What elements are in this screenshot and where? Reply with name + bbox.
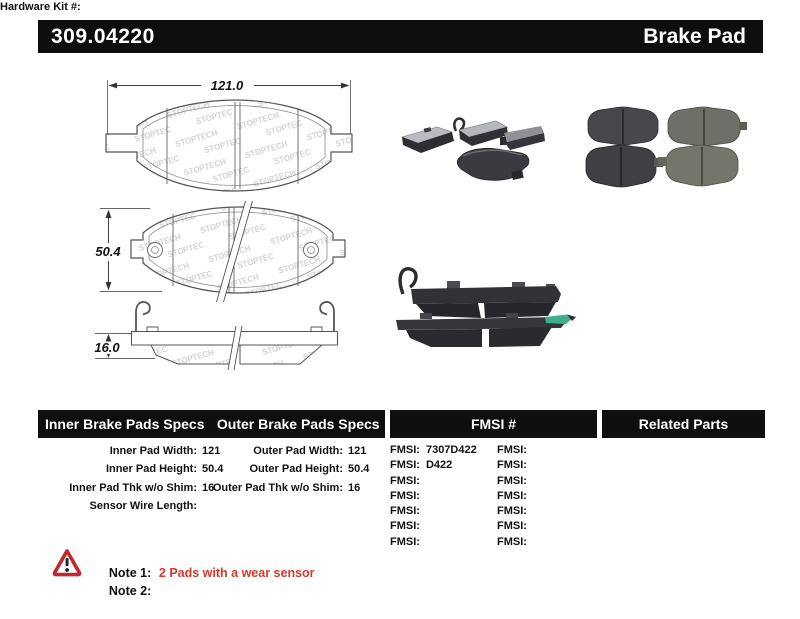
fmsi-row: FMSI: [390, 489, 420, 502]
abutment-circle-right [304, 243, 319, 258]
fmsi-row: FMSI: [497, 520, 527, 533]
inner-specs-header: Inner Brake Pads Specs [44, 416, 205, 432]
fmsi-row: FMSI: 7307D422 [390, 444, 477, 456]
friction-material-right [240, 345, 322, 364]
dim-arrow-down [106, 282, 112, 291]
photo-pads-edge-sensor [396, 269, 576, 347]
fmsi-row: FMSI: [390, 505, 420, 518]
related-row: Hardware Kit #: [0, 1, 81, 13]
spec-row: Inner Pad Height: 50.4 [105, 463, 224, 476]
related-parts-header: Related Parts [638, 416, 729, 432]
wear-indicator-tab [545, 315, 572, 325]
dim-arrow-up [106, 210, 112, 219]
note-1-label: Note 1: [108, 566, 152, 580]
fmsi-row: FMSI: [497, 474, 527, 487]
artwork-canvas [0, 58, 800, 406]
fmsi-row: FMSI: [390, 520, 420, 533]
dim-arrow-left [109, 83, 118, 89]
fmsi-header: FMSI # [470, 416, 517, 432]
spec-row: Sensor Wire Length: [89, 500, 197, 513]
photo-pads-grid [586, 107, 747, 187]
pad-front-height-drawing [90, 201, 345, 302]
dim-arrow-right [341, 83, 350, 89]
pad-front-width-drawing [106, 78, 352, 191]
related-parts-column [0, 0, 800, 15]
fmsi-row: FMSI: [497, 535, 527, 548]
related-parts-header-bar [602, 410, 765, 438]
note-2-label: Note 2: [108, 584, 152, 598]
fmsi-header-bar [390, 410, 597, 438]
friction-material-left [151, 345, 233, 364]
photo-pads-scattered [402, 119, 545, 181]
warning-icon [52, 548, 82, 577]
width-dimension-label: 121.0 [210, 78, 244, 93]
fmsi-row: FMSI: [497, 444, 527, 456]
fmsi-row: FMSI: [390, 474, 420, 487]
spec-row: Outer Pad Width: 121 [253, 445, 367, 457]
fmsi-row: FMSI: [497, 459, 527, 472]
fmsi-column-1 [390, 443, 477, 550]
product-type-title: Brake Pad [643, 24, 746, 48]
spec-row: Outer Pad Thk w/o Shim: 16 [212, 481, 361, 494]
outer-specs-column [200, 442, 380, 497]
spec-row: Inner Pad Width: 121 [109, 445, 221, 457]
note-2-line [95, 569, 159, 614]
height-dimension-label: 50.4 [95, 244, 121, 259]
pads-specs-header-bar [38, 410, 385, 438]
fmsi-row: FMSI: D422 [390, 459, 453, 472]
header-bar [38, 20, 763, 53]
pad-edge-thickness-drawing [90, 302, 338, 370]
fmsi-row: FMSI: [390, 535, 420, 548]
fmsi-row: FMSI: [497, 505, 527, 518]
fmsi-column-2 [497, 443, 533, 550]
part-number: 309.04220 [51, 24, 155, 48]
thickness-dimension-label: 16.0 [94, 340, 120, 355]
abutment-circle-left [148, 243, 163, 258]
outer-specs-header: Outer Brake Pads Specs [216, 416, 380, 432]
fmsi-row: FMSI: [497, 489, 527, 502]
spec-row: Inner Pad Thk w/o Shim: 16 [69, 481, 215, 494]
spec-row: Outer Pad Height: 50.4 [249, 463, 370, 476]
note-1-text: 2 Pads with a wear sensor [158, 566, 315, 580]
